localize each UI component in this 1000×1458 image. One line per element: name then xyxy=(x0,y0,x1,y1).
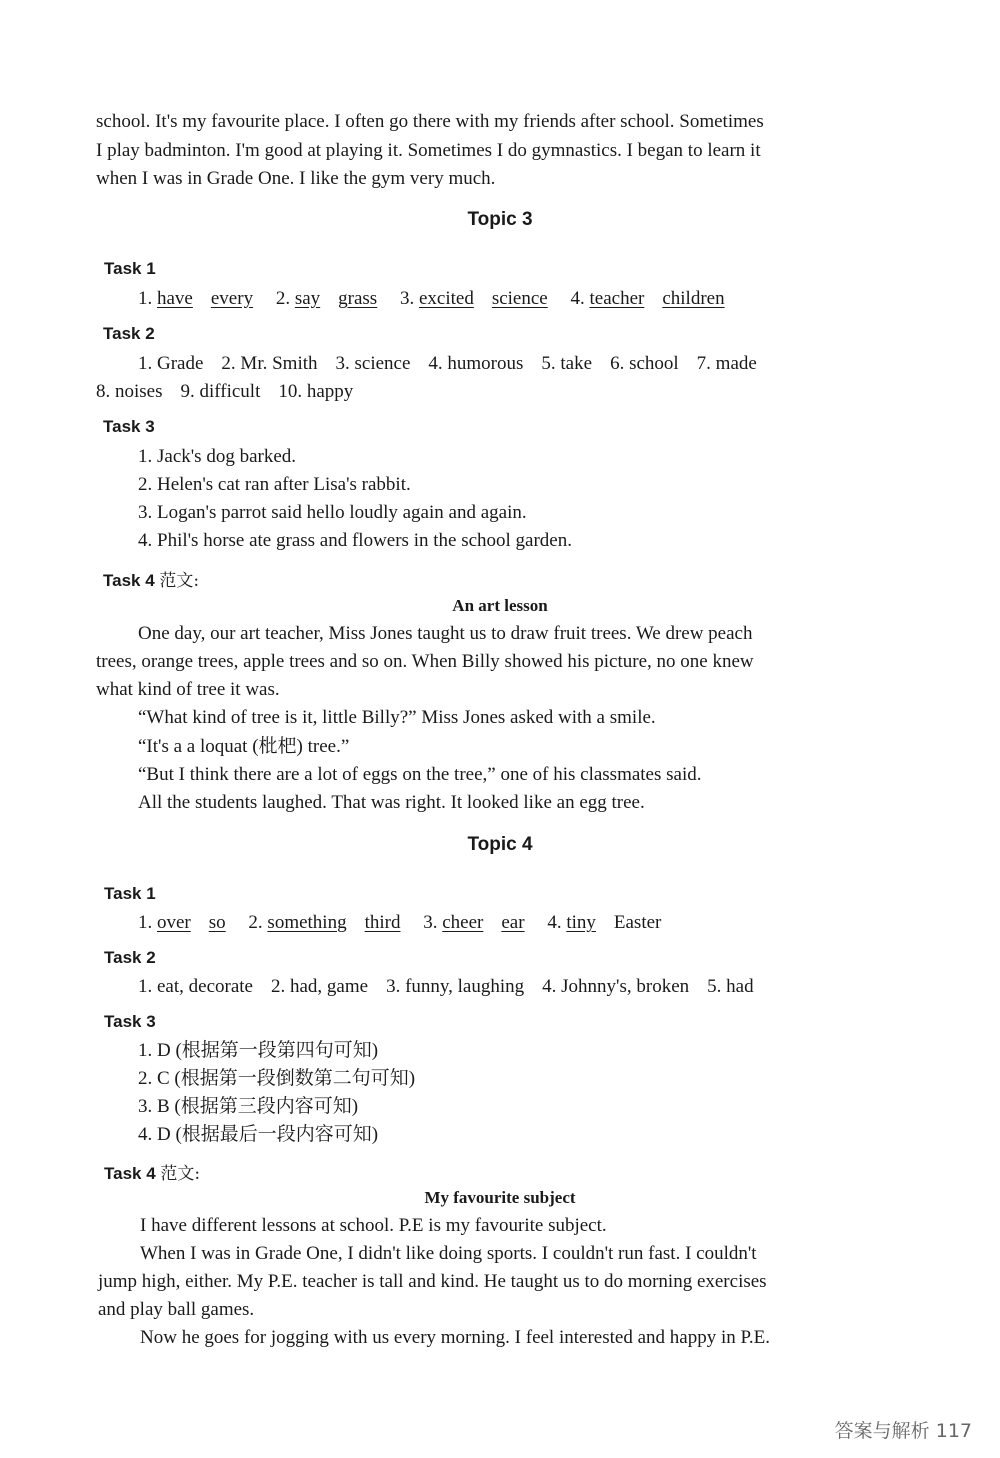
topic3-task2-line1: 1. Grade 2. Mr. Smith 3. science 4. humorous 5. take 6. school 7. made xyxy=(138,353,757,374)
topic4-task1-label: Task 1 xyxy=(104,884,156,903)
page-number: 117 xyxy=(935,1420,972,1442)
essay2-line-5: Now he goes for jogging with us every morning. I feel interested and happy in P.E. xyxy=(140,1327,771,1348)
topic-3-title: Topic 3 xyxy=(467,209,533,230)
essay-title-favourite-subject: My favourite subject xyxy=(424,1188,576,1207)
topic4-task1-answers: 1. over so 2. something third 3. cheer ear 4. tiny Easter xyxy=(138,912,662,933)
topic3-task3-item-3: 3. Logan's parrot said hello loudly again and again. xyxy=(138,502,527,523)
essay1-line-7: All the students laughed. That was right. It looked like an egg tree. xyxy=(138,792,645,813)
topic3-task3-item-4: 4. Phil's horse ate grass and flowers in the school garden. xyxy=(138,530,572,551)
topic4-task3-item-4: 4. D (根据最后一段内容可知) xyxy=(138,1124,379,1145)
topic3-task3-label: Task 3 xyxy=(103,417,155,436)
topic3-task3-item-1: 1. Jack's dog barked. xyxy=(138,446,297,467)
essay1-line-6: “But I think there are a lot of eggs on the tree,” one of his classmates said. xyxy=(138,764,702,785)
intro-line-3: when I was in Grade One. I like the gym very much. xyxy=(96,168,496,189)
topic3-task2-label: Task 2 xyxy=(103,324,155,343)
topic4-task2-answers: 1. eat, decorate 2. had, game 3. funny, laughing 4. Johnny's, broken 5. had xyxy=(138,976,754,997)
essay1-line-3: what kind of tree it was. xyxy=(96,679,280,700)
topic4-task3-item-1: 1. D (根据第一段第四句可知) xyxy=(138,1040,379,1061)
intro-line-2: I play badminton. I'm good at playing it. Sometimes I do gymnastics. I began to learn it xyxy=(96,140,761,161)
topic3-task3-item-2: 2. Helen's cat ran after Lisa's rabbit. xyxy=(138,474,411,495)
essay2-line-4: and play ball games. xyxy=(98,1299,255,1320)
topic3-task2-line2: 8. noises 9. difficult 10. happy xyxy=(96,381,354,402)
footer-section-label: 答案与解析 xyxy=(834,1420,930,1442)
topic3-task1-label: Task 1 xyxy=(104,259,156,278)
essay2-line-3: jump high, either. My P.E. teacher is tall and kind. He taught us to do morning exercises xyxy=(98,1271,767,1292)
topic4-task3-item-2: 2. C (根据第一段倒数第二句可知) xyxy=(138,1068,416,1089)
essay1-line-4: “What kind of tree is it, little Billy?” Miss Jones asked with a smile. xyxy=(138,707,656,728)
topic3-task4-label: Task 4 范文: xyxy=(103,571,200,591)
essay1-line-2: trees, orange trees, apple trees and so on. When Billy showed his picture, no one knew xyxy=(96,651,754,672)
topic3-task1-answers: 1. have every 2. say grass 3. excited science 4. teacher children xyxy=(138,288,725,309)
intro-line-1: school. It's my favourite place. I often go there with my friends after school. Sometimes xyxy=(96,111,764,132)
essay1-line-1: One day, our art teacher, Miss Jones taught us to draw fruit trees. We drew peach xyxy=(138,623,753,644)
topic-4-title: Topic 4 xyxy=(467,834,533,855)
essay2-line-1: I have different lessons at school. P.E is my favourite subject. xyxy=(140,1215,607,1236)
page-footer xyxy=(835,1416,972,1443)
topic4-task3-label: Task 3 xyxy=(104,1012,156,1031)
topic4-task4-label: Task 4 范文: xyxy=(104,1164,201,1184)
essay-title-art-lesson: An art lesson xyxy=(452,596,548,615)
topic4-task2-label: Task 2 xyxy=(104,948,156,967)
essay2-line-2: When I was in Grade One, I didn't like doing sports. I couldn't run fast. I couldn't xyxy=(140,1243,757,1264)
topic4-task3-item-3: 3. B (根据第三段内容可知) xyxy=(138,1096,359,1117)
essay1-line-5: “It's a a loquat (枇杷) tree.” xyxy=(138,736,350,757)
